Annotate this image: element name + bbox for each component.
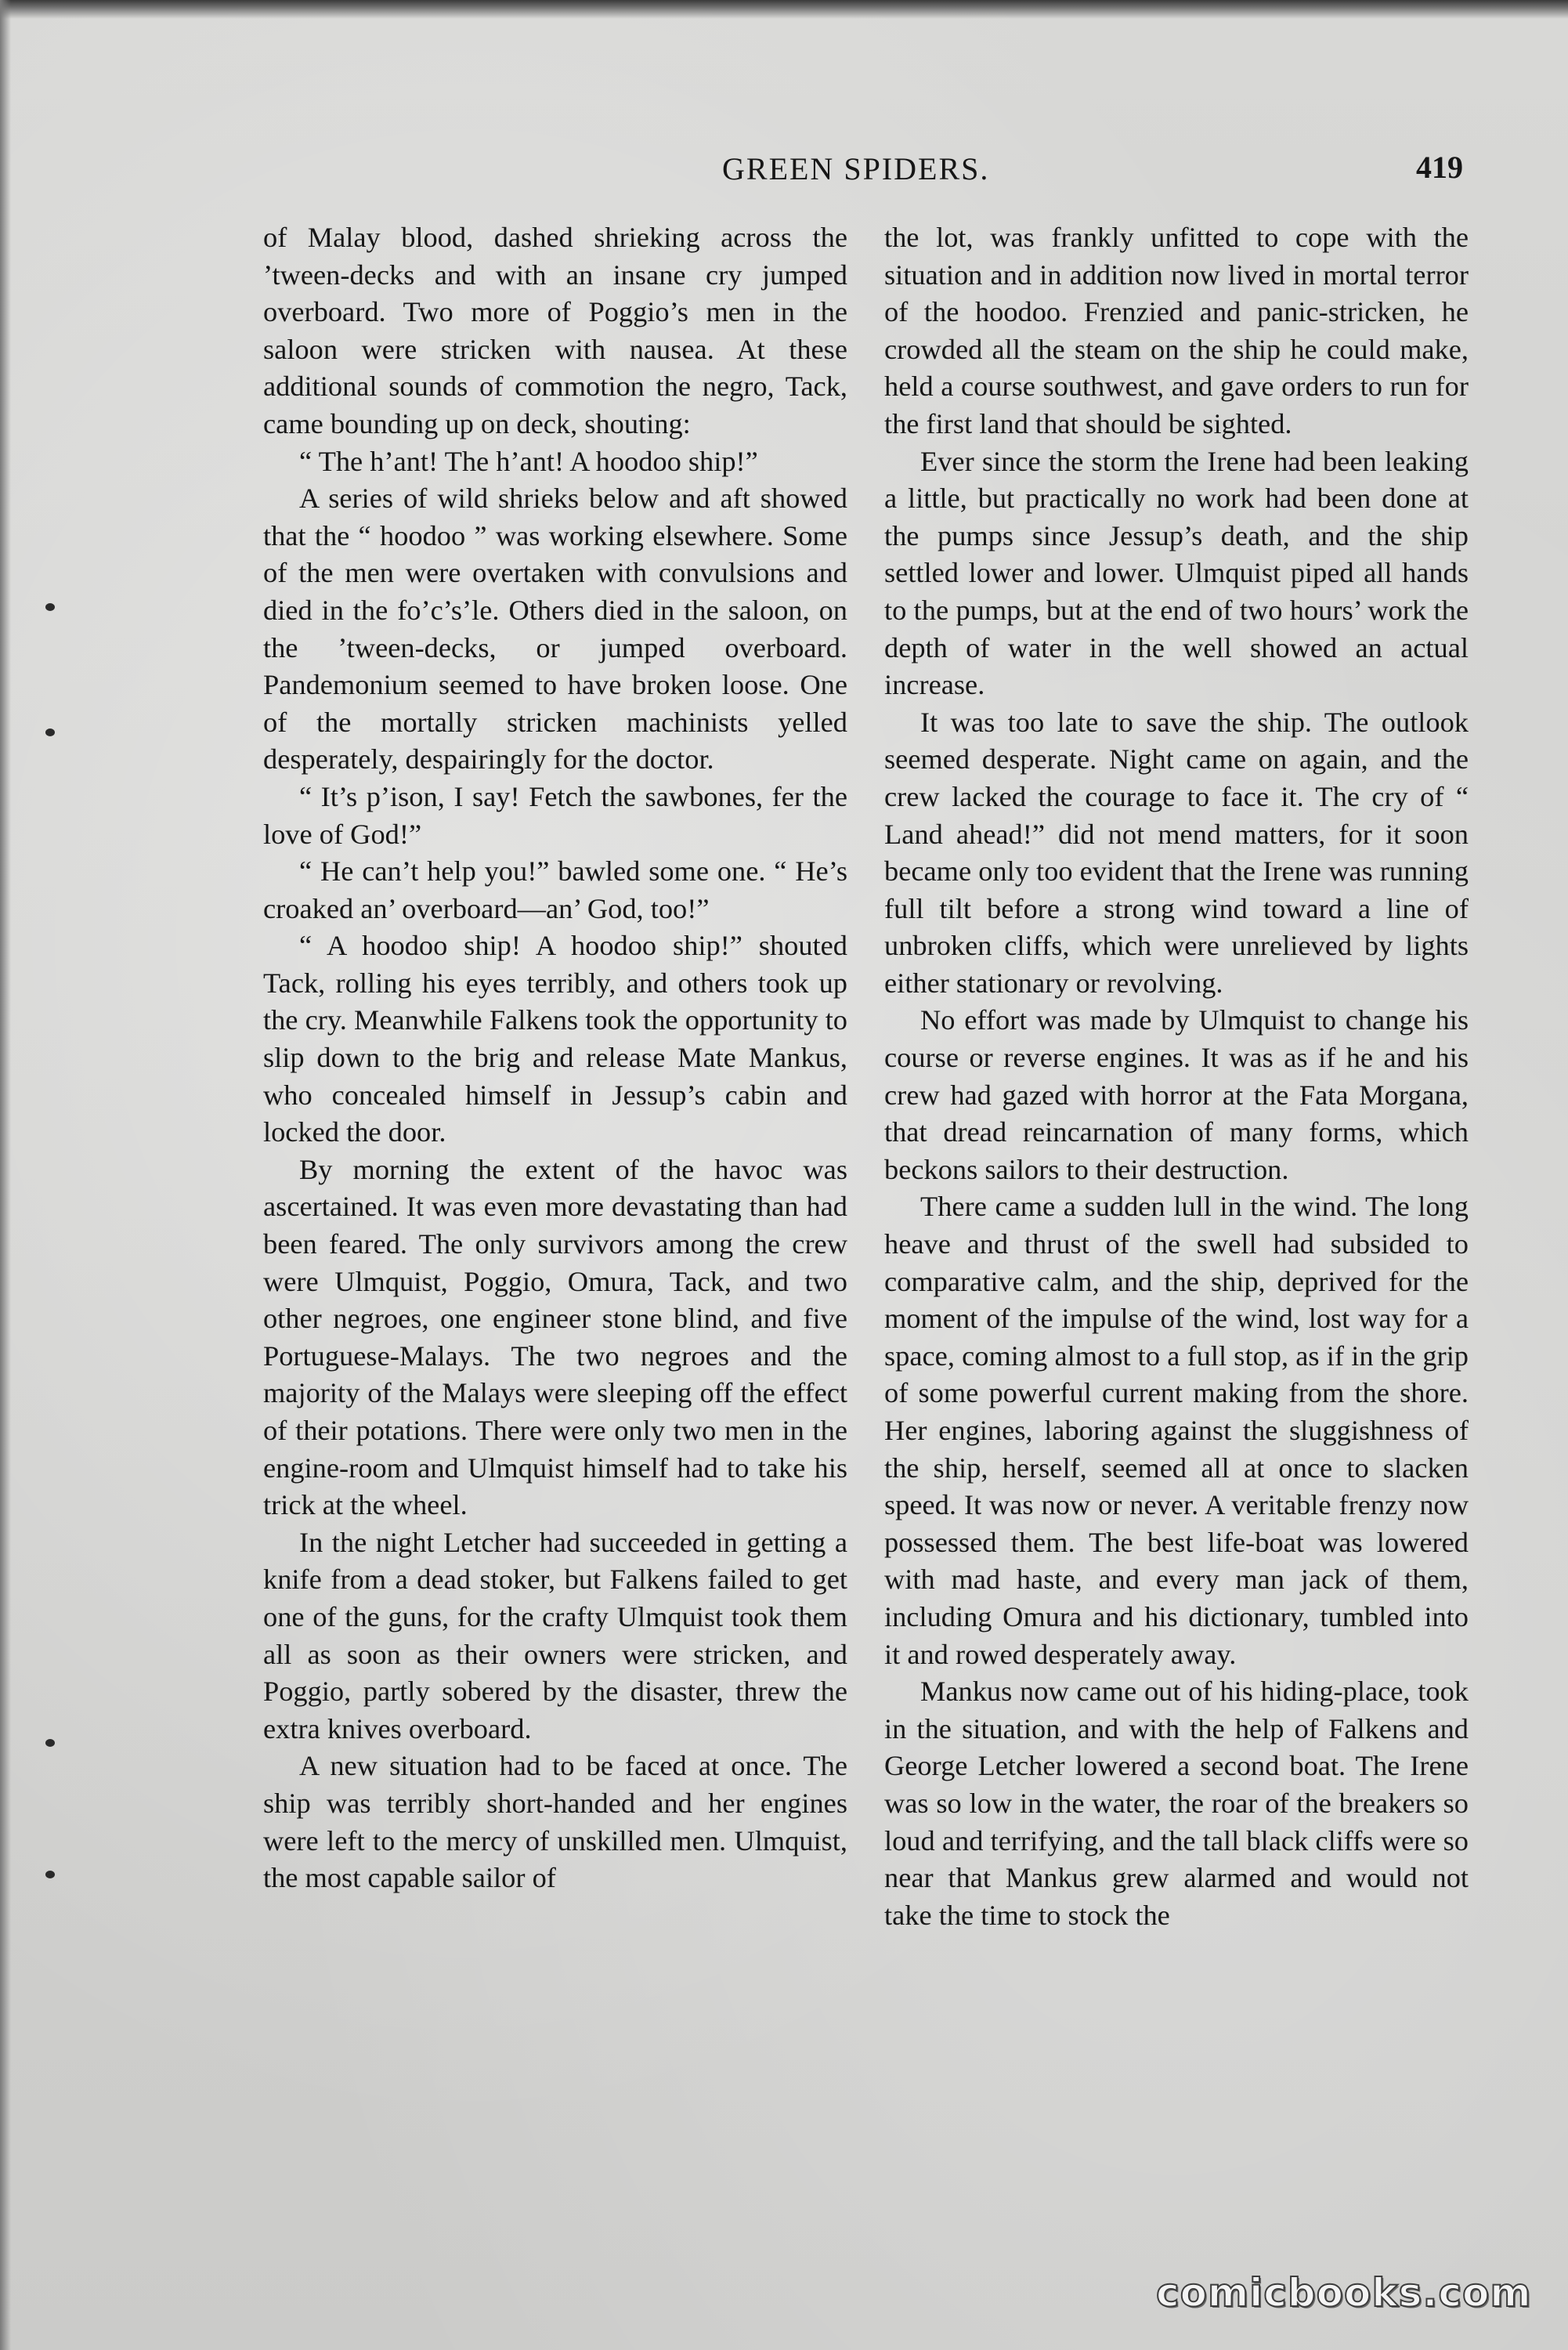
page-top-edge bbox=[0, 0, 1568, 19]
running-head bbox=[0, 150, 1568, 190]
paragraph: There came a sudden lull in the wind. The long heave and thrust of the swell had subsided to comparative calm, and the ship, deprived for the moment of the impulse of the wind, lost way for a space, coming almost to a full stop, as if in the grip of some powerful current making from the shore. Her engines, laboring against the sluggishness of the ship, herself, seemed all at once to slacken speed. It was now or never. A veritable frenzy now possessed them. The best life-boat was lowered with mad haste, and every man jack of them, including Omura and his dictionary, tumbled into it and rowed desperately away. bbox=[884, 1191, 1469, 1670]
running-title: GREEN SPIDERS. bbox=[722, 151, 990, 186]
paragraph: Ever since the storm the Irene had been leaking a little, but practically no work had been done at the pumps since Jessup’s death, and the ship settled lower and lower. Ulmquist piped all hands to the pumps, but at the end of two hours’ work the depth of water in the well showed an actual increase. bbox=[884, 445, 1469, 701]
paragraph: A series of wild shrieks below and aft showed that the “ hoodoo ” was working elsewhere. Some of the men were overtaken with convulsions and died in the fo’c’s’le. Others died in the saloon, on the ’tween-decks, or jumped overboard. Pandemonium seemed to have broken loose. One of the mortally stricken machinists yelled desperately, despairingly for the doctor. bbox=[263, 483, 847, 776]
binding-hole bbox=[45, 603, 55, 611]
paragraph: of Malay blood, dashed shrieking across the ’tween-decks and with an insane cry jumped overboard. Two more of Poggio’s men in the saloon were stricken with nausea. At these additional sounds of commotion the negro, Tack, came bounding up on deck, shouting: bbox=[263, 222, 847, 439]
paragraph: It was too late to save the ship. The outlook seemed desperate. Night came on again, and the crew lacked the courage to face it. The cry of “ Land ahead!” did not mend matters, for it soon became only too evident that the Irene was running full tilt before a strong wind toward a line of unbroken cliffs, which were unrelieved by lights either stationary or revolving. bbox=[884, 706, 1469, 999]
paragraph: the lot, was frankly unfitted to cope with the situation and in addition now lived in mortal terror of the hoodoo. Frenzied and panic-stricken, he crowded all the steam on the ship he could make, held a course southwest, and gave orders to run for the first land that should be sighted. bbox=[884, 222, 1469, 439]
page-number: 419 bbox=[1416, 150, 1463, 185]
paragraph: “ A hoodoo ship! A hoodoo ship!” shouted Tack, rolling his eyes terribly, and others took up the cry. Meanwhile Falkens took the opportunity to slip down to the brig and release Mate Mankus, who concealed himself in Jessup’s cabin and locked the door. bbox=[263, 930, 847, 1148]
watermark-logo: comicbooks.com bbox=[1156, 2270, 1532, 2316]
paragraph: Mankus now came out of his hiding-place, took in the situation, and with the help of Falkens and George Letcher lowered a second boat. The Irene was so low in the water, the roar of the breakers so loud and terrifying, and the tall black cliffs were so near that Mankus grew alarmed and would not take the time to stock the bbox=[884, 1676, 1469, 1931]
right-column bbox=[884, 219, 1469, 1934]
left-column bbox=[263, 219, 847, 1897]
page-left-edge bbox=[0, 0, 11, 2350]
binding-hole bbox=[45, 1871, 55, 1878]
paragraph: By morning the extent of the havoc was ascertained. It was even more devastating than had been feared. The only survivors among the crew were Ulmquist, Poggio, Omura, Tack, and two other negroes, one engineer stone blind, and five Portuguese-Malays. The two negroes and the majority of the Malays were sleeping off the effect of their potations. There were only two men in the engine-room and Ulmquist himself had to take his trick at the wheel. bbox=[263, 1153, 847, 1521]
paragraph: In the night Letcher had succeeded in getting a knife from a dead stoker, but Falkens failed to get one of the guns, for the crafty Ulmquist took them all as soon as their owners were stricken, and Poggio, partly sobered by the disaster, threw the extra knives overboard. bbox=[263, 1526, 847, 1744]
paragraph: “ He can’t help you!” bawled some one. “ He’s croaked an’ overboard—an’ God, too!” bbox=[263, 855, 847, 924]
paragraph: No effort was made by Ulmquist to change his course or reverse engines. It was as if he and his crew had gazed with horror at the Fata Morgana, that dread reincarnation of many forms, which beckons sailors to their destruction. bbox=[884, 1004, 1469, 1185]
paragraph: “ It’s p’ison, I say! Fetch the sawbones, fer the love of God!” bbox=[263, 780, 847, 850]
paragraph: A new situation had to be faced at once. The ship was terribly short-handed and her engines were left to the mercy of unskilled men. Ulmquist, the most capable sailor of bbox=[263, 1750, 847, 1894]
paragraph: “ The h’ant! The h’ant! A hoodoo ship!” bbox=[299, 445, 758, 477]
binding-hole bbox=[45, 728, 55, 736]
binding-hole bbox=[45, 1739, 55, 1747]
